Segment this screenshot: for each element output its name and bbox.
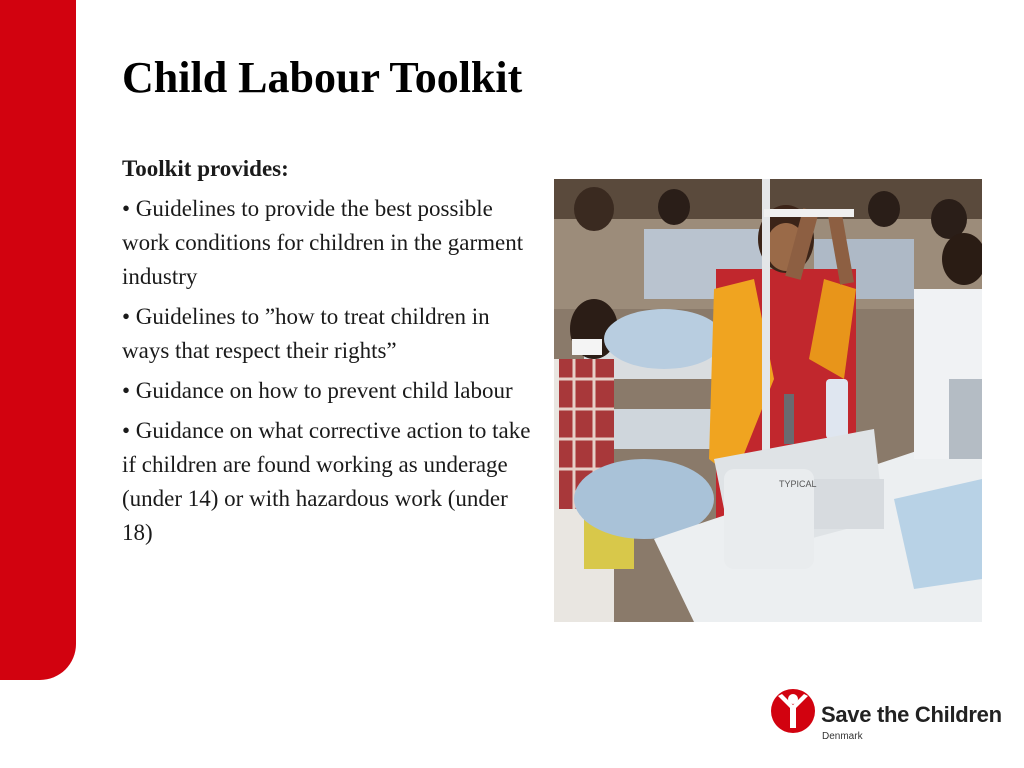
bullet-content	[122, 152, 532, 556]
bullet-item: • Guidelines to provide the best possible work conditions for children in the garment industry	[122, 196, 524, 289]
slide-title: Child Labour Toolkit	[122, 53, 523, 102]
left-accent-band	[0, 0, 76, 680]
bullet-item: • Guidance on what corrective action to take if children are found working as underage (under 14) or with hazardous work (under 18)	[122, 418, 531, 545]
logo-name: Save the Children	[821, 702, 1002, 727]
machine-brand-label: TYPICAL	[779, 479, 817, 489]
bullet-item: • Guidance on how to prevent child labour	[122, 378, 513, 403]
subheading: Toolkit provides:	[122, 156, 289, 181]
garment-factory-photo	[554, 179, 982, 622]
logo-subtitle: Denmark	[822, 731, 863, 742]
save-the-children-emblem-icon	[768, 684, 818, 734]
save-the-children-logo	[768, 682, 1018, 746]
bullet-item: • Guidelines to ”how to treat children in ways that respect their rights”	[122, 304, 490, 363]
